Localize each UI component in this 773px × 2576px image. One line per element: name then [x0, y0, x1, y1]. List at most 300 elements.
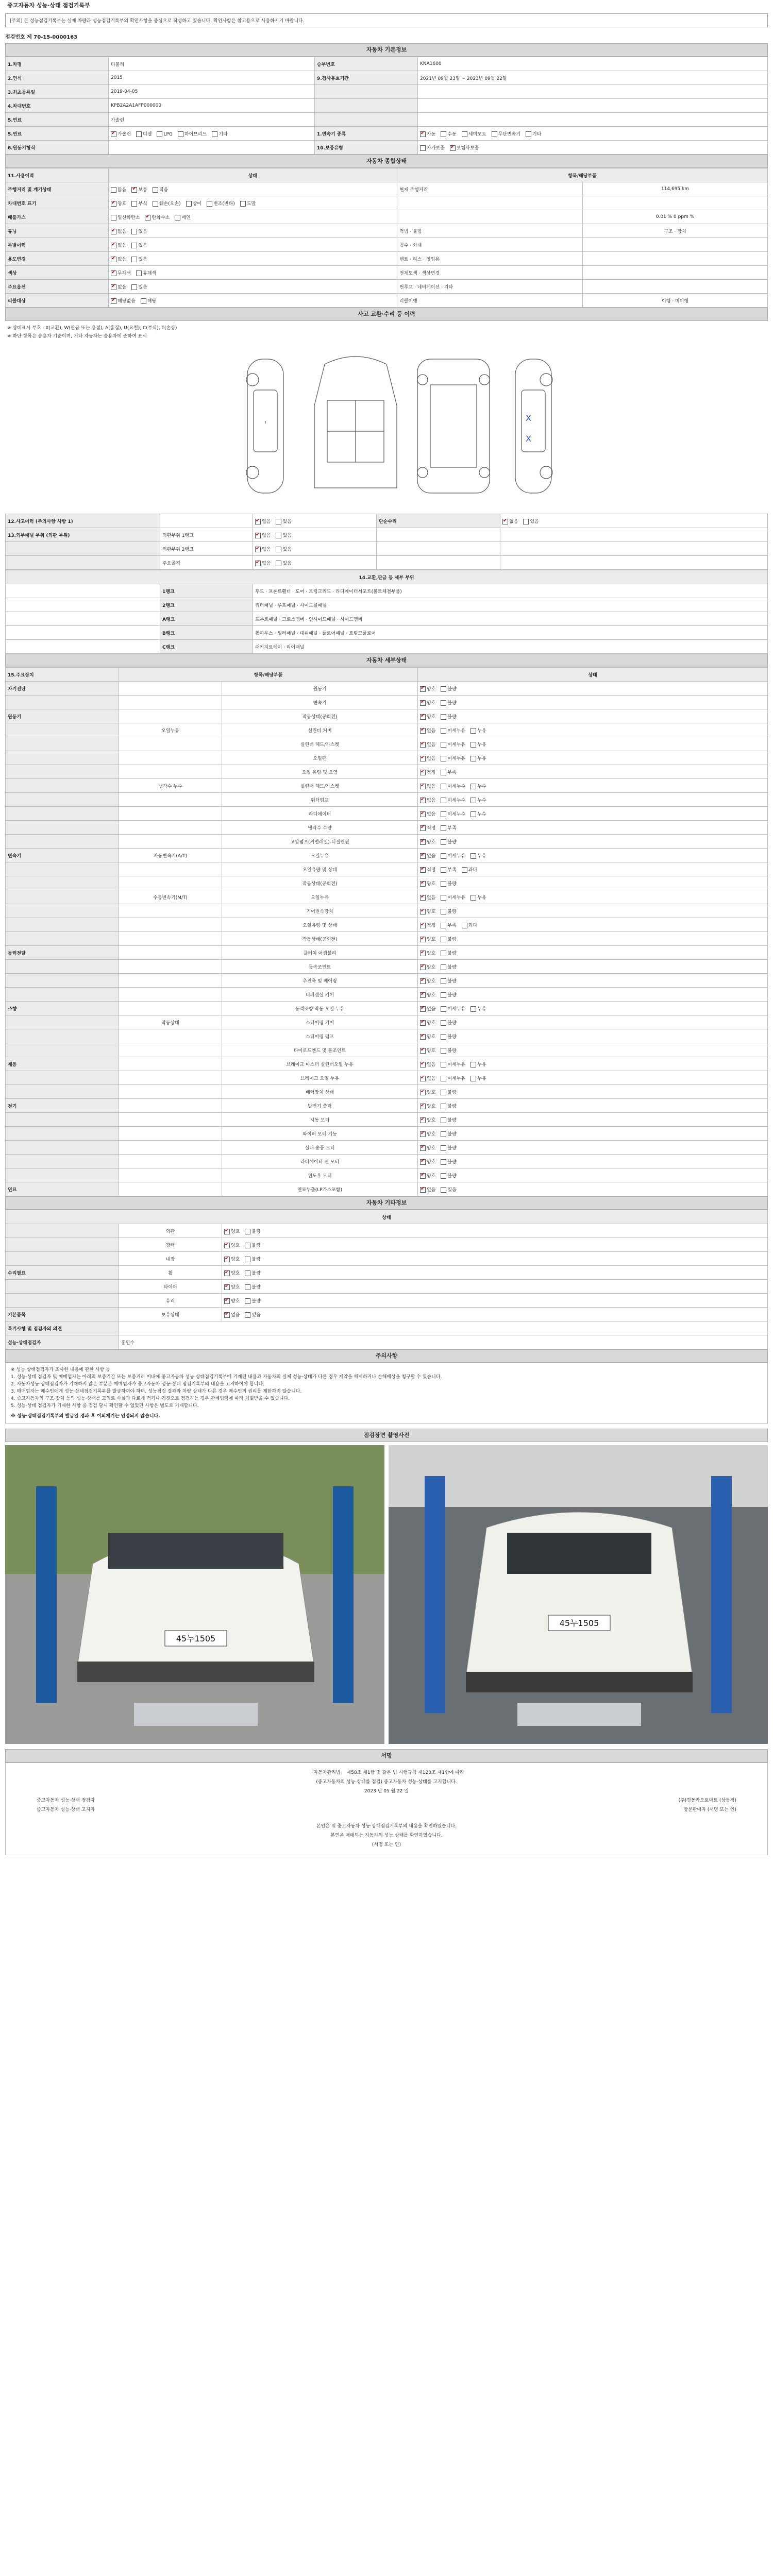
- other-foot-value: [119, 1321, 768, 1335]
- checkbox[interactable]: [420, 853, 426, 859]
- option-label: 양호: [427, 937, 436, 942]
- checkbox[interactable]: [276, 561, 281, 566]
- checkbox[interactable]: [441, 839, 446, 845]
- option-label: 양호: [427, 992, 436, 998]
- checkbox[interactable]: [245, 1229, 250, 1234]
- checkbox[interactable]: [178, 131, 183, 137]
- checkbox[interactable]: [470, 811, 476, 817]
- checkbox[interactable]: [111, 257, 116, 262]
- option: [523, 519, 539, 524]
- checkbox[interactable]: [255, 519, 261, 524]
- checkbox[interactable]: [111, 243, 116, 248]
- checkbox[interactable]: [245, 1243, 250, 1248]
- checkbox[interactable]: [420, 1006, 426, 1012]
- checkbox[interactable]: [441, 1187, 446, 1193]
- checkbox[interactable]: [255, 561, 261, 566]
- option-label: 해당: [147, 298, 157, 304]
- option: [276, 533, 291, 538]
- checkbox[interactable]: [441, 1173, 446, 1179]
- checkbox[interactable]: [420, 867, 426, 873]
- detail-item: 작동상태(공회전): [222, 876, 418, 890]
- checkbox[interactable]: [441, 1062, 446, 1067]
- overall-item: 색상: [6, 266, 109, 280]
- detail-group: 연료: [6, 1182, 119, 1196]
- option: [420, 826, 435, 831]
- checkbox[interactable]: [441, 1034, 446, 1040]
- checkbox[interactable]: [526, 131, 531, 137]
- detail-item: 라디에이터: [222, 807, 418, 821]
- detail-options: [418, 779, 768, 793]
- checkbox[interactable]: [420, 895, 426, 901]
- checkbox[interactable]: [502, 519, 508, 524]
- checkbox[interactable]: [111, 201, 116, 207]
- checkbox[interactable]: [420, 909, 426, 914]
- option: [420, 882, 435, 887]
- option-label: 양호: [231, 1298, 240, 1304]
- detail-options: [418, 988, 768, 1002]
- option-label: 양호: [427, 951, 436, 956]
- option-label: 불량: [251, 1284, 261, 1290]
- checkbox[interactable]: [157, 131, 162, 137]
- option: [420, 1118, 435, 1123]
- checkbox[interactable]: [462, 131, 467, 137]
- checkbox[interactable]: [441, 1048, 446, 1054]
- other-item: 보유상태: [119, 1308, 222, 1321]
- checkbox[interactable]: [131, 229, 137, 234]
- checkbox[interactable]: [441, 923, 446, 928]
- notice-item: 4. 중고자동차의 구조·장치 등의 성능·상태를 고의로 사실과 다르게 적거나 거짓으로 점검하는 경우 관계법령에 따라 처벌받을 수 있습니다.: [11, 1396, 290, 1401]
- checkbox[interactable]: [245, 1312, 250, 1318]
- car-underbody-view: [417, 359, 490, 493]
- checkbox[interactable]: [111, 229, 116, 234]
- detail-row: [6, 974, 768, 988]
- detail-group: 변속기: [6, 849, 119, 862]
- accident-label: [6, 542, 160, 556]
- option-label: 누수: [477, 798, 486, 803]
- checkbox[interactable]: [441, 742, 446, 748]
- checkbox[interactable]: [131, 284, 137, 290]
- option-label: 불량: [447, 1159, 457, 1165]
- checkbox[interactable]: [523, 519, 529, 524]
- option-label: 가솔린: [117, 131, 131, 137]
- option: [276, 519, 291, 524]
- checkbox[interactable]: [441, 895, 446, 901]
- detail-row: [6, 946, 768, 960]
- checkbox[interactable]: [420, 1034, 426, 1040]
- checkbox[interactable]: [441, 756, 446, 761]
- detail-row: [6, 1168, 768, 1182]
- option: [441, 798, 465, 803]
- checkbox[interactable]: [420, 1187, 426, 1193]
- checkbox[interactable]: [420, 714, 426, 720]
- detail-sub: [119, 737, 222, 751]
- checkbox[interactable]: [441, 937, 446, 942]
- sign-buyer: (서명 또는 인): [372, 1842, 401, 1848]
- checkbox[interactable]: [420, 1104, 426, 1109]
- overall-value: [583, 238, 768, 252]
- checkbox[interactable]: [276, 547, 281, 552]
- checkbox[interactable]: [441, 951, 446, 956]
- checkbox[interactable]: [420, 1159, 426, 1165]
- checkbox[interactable]: [207, 201, 212, 207]
- checkbox[interactable]: [420, 951, 426, 956]
- checkbox[interactable]: [245, 1257, 250, 1262]
- option-label: 양호: [427, 978, 436, 984]
- detail-options: [418, 1029, 768, 1043]
- checkbox[interactable]: [420, 923, 426, 928]
- checkbox[interactable]: [420, 770, 426, 775]
- sign-who-2: 중고자동차 성능·상태 고지자: [37, 1807, 95, 1812]
- checkbox[interactable]: [470, 798, 476, 803]
- detail-item: 브레이크 오일 누유: [222, 1071, 418, 1085]
- checkbox[interactable]: [441, 770, 446, 775]
- option: [420, 937, 435, 942]
- option-label: 없음: [117, 284, 127, 290]
- checkbox[interactable]: [420, 992, 426, 998]
- plate-rear: 45누1505: [559, 1618, 599, 1628]
- overall-row: [6, 280, 768, 294]
- overall-options: [109, 294, 397, 308]
- option: [255, 519, 271, 524]
- option: [255, 533, 271, 538]
- checkbox[interactable]: [224, 1257, 230, 1262]
- notice-item: ※ 성능·상태점검자가 조사한 내용에 관한 사항 등: [11, 1367, 110, 1372]
- panel-empty: [6, 584, 160, 598]
- checkbox[interactable]: [420, 1020, 426, 1026]
- other-options: [222, 1238, 768, 1252]
- detail-options: [418, 751, 768, 765]
- detail-options: [418, 807, 768, 821]
- checkbox[interactable]: [462, 867, 467, 873]
- accident-empty: [500, 528, 768, 542]
- detail-options: [418, 1071, 768, 1085]
- checkbox[interactable]: [420, 1173, 426, 1179]
- checkbox[interactable]: [111, 270, 116, 276]
- accident-label: 13.외부패널 부위 (외판 부위): [6, 528, 160, 542]
- detail-options: [418, 723, 768, 737]
- checkbox[interactable]: [420, 964, 426, 970]
- checkbox[interactable]: [441, 728, 446, 734]
- checkbox[interactable]: [420, 756, 426, 761]
- overall-item: 튜닝: [6, 224, 109, 238]
- detail-options: [418, 1015, 768, 1029]
- checkbox[interactable]: [420, 784, 426, 789]
- basic-value-2: [418, 85, 768, 99]
- option: [470, 812, 486, 817]
- detail-options: [418, 696, 768, 709]
- option: [420, 1146, 435, 1151]
- option: [441, 1062, 465, 1067]
- checkbox[interactable]: [441, 714, 446, 720]
- checkbox[interactable]: [224, 1229, 230, 1234]
- option-label: 미세누유: [447, 1006, 466, 1012]
- detail-sub: [119, 1029, 222, 1043]
- checkbox[interactable]: [131, 187, 137, 193]
- checkbox[interactable]: [441, 978, 446, 984]
- car-right-side-view: [515, 359, 552, 493]
- checkbox[interactable]: [420, 700, 426, 706]
- checkbox[interactable]: [245, 1270, 250, 1276]
- option-label: 양호: [231, 1229, 240, 1234]
- option-label: 양호: [427, 1104, 436, 1109]
- checkbox[interactable]: [175, 215, 180, 221]
- checkbox[interactable]: [111, 187, 116, 193]
- basic-row: [6, 113, 768, 127]
- checkbox[interactable]: [131, 243, 137, 248]
- overall-row: [6, 238, 768, 252]
- option-label: 없음: [427, 895, 436, 901]
- checkbox[interactable]: [245, 1298, 250, 1304]
- option: [224, 1257, 240, 1262]
- checkbox[interactable]: [462, 923, 467, 928]
- option: [470, 798, 486, 803]
- photo-front-image: [5, 1445, 384, 1744]
- detail-item: 기어변속장치: [222, 904, 418, 918]
- checkbox[interactable]: [441, 686, 446, 692]
- option: [470, 756, 486, 761]
- checkbox[interactable]: [111, 131, 116, 137]
- option-label: 불량: [447, 964, 457, 970]
- checkbox[interactable]: [224, 1284, 230, 1290]
- checkbox[interactable]: [441, 909, 446, 914]
- checkbox[interactable]: [420, 937, 426, 942]
- checkbox[interactable]: [441, 1076, 446, 1081]
- option: [420, 812, 435, 817]
- detail-row: [6, 1029, 768, 1043]
- checkbox[interactable]: [470, 784, 476, 789]
- checkbox[interactable]: [212, 131, 217, 137]
- checkbox[interactable]: [441, 811, 446, 817]
- option-label: 없음: [427, 798, 436, 803]
- checkbox[interactable]: [420, 686, 426, 692]
- checkbox[interactable]: [450, 145, 456, 151]
- option: [245, 1243, 260, 1248]
- accident-sub: 주요골격: [160, 556, 253, 570]
- detail-options: [418, 876, 768, 890]
- checkbox[interactable]: [240, 201, 246, 207]
- detail-row: [6, 682, 768, 696]
- checkbox[interactable]: [276, 533, 281, 538]
- checkbox[interactable]: [441, 798, 446, 803]
- checkbox[interactable]: [441, 1131, 446, 1137]
- checkbox[interactable]: [441, 1020, 446, 1026]
- panel-items: 쿼터패널 · 루프패널 · 사이드실패널: [253, 598, 768, 612]
- checkbox[interactable]: [441, 1090, 446, 1095]
- option: [175, 215, 190, 221]
- checkbox[interactable]: [441, 700, 446, 706]
- checkbox[interactable]: [420, 145, 426, 151]
- other-foot-label: 성능·상태점검자: [6, 1335, 119, 1349]
- option-label: 양호: [427, 909, 436, 914]
- checkbox[interactable]: [420, 978, 426, 984]
- option: [441, 1104, 456, 1109]
- option-label: 양호: [231, 1243, 240, 1248]
- option: [131, 229, 147, 234]
- option-label: 하이브리드: [184, 131, 207, 137]
- overall-note: 침수 · 화재: [397, 238, 583, 252]
- checkbox[interactable]: [276, 519, 281, 524]
- option: [441, 895, 465, 901]
- section-sign: 서명: [5, 1749, 768, 1762]
- checkbox[interactable]: [131, 201, 137, 207]
- checkbox[interactable]: [441, 992, 446, 998]
- detail-row: [6, 1057, 768, 1071]
- checkbox[interactable]: [186, 201, 192, 207]
- detail-col-2: 항목/해당부품: [119, 668, 418, 682]
- mission-label: 1.변속기 종류: [315, 127, 418, 141]
- checkbox[interactable]: [420, 1131, 426, 1137]
- option-label: 없음: [427, 1187, 436, 1193]
- checkbox[interactable]: [131, 257, 137, 262]
- panel-title: 14.교환,판금 등 세부 부위: [6, 570, 768, 584]
- option-label: 상이: [192, 201, 201, 207]
- option: [441, 701, 456, 706]
- checkbox[interactable]: [420, 839, 426, 845]
- option-label: 누유: [477, 756, 486, 761]
- checkbox[interactable]: [441, 825, 446, 831]
- checkbox[interactable]: [420, 1090, 426, 1095]
- checkbox[interactable]: [420, 1076, 426, 1081]
- option-label: 없음: [427, 1062, 436, 1067]
- option-label: 불량: [447, 1104, 457, 1109]
- checkbox[interactable]: [141, 298, 146, 304]
- checkbox[interactable]: [153, 187, 158, 193]
- detail-options: [418, 974, 768, 988]
- checkbox[interactable]: [470, 895, 476, 901]
- checkbox[interactable]: [470, 1006, 476, 1012]
- detail-row: [6, 849, 768, 862]
- checkbox[interactable]: [441, 131, 446, 137]
- overall-item: 특별이력: [6, 238, 109, 252]
- option: [276, 547, 291, 552]
- detail-item: 실내 송풍 모터: [222, 1141, 418, 1155]
- checkbox[interactable]: [470, 853, 476, 859]
- checkbox[interactable]: [224, 1243, 230, 1248]
- checkbox[interactable]: [420, 798, 426, 803]
- other-row: [6, 1266, 768, 1280]
- option: [441, 728, 465, 734]
- panel-empty: [6, 598, 160, 612]
- basic-row: [6, 85, 768, 99]
- detail-sub: [119, 1099, 222, 1113]
- checkbox[interactable]: [255, 533, 261, 538]
- option: [441, 687, 456, 692]
- checkbox[interactable]: [136, 131, 142, 137]
- option: [441, 840, 456, 845]
- detail-row: [6, 918, 768, 932]
- overall-note: [397, 196, 583, 210]
- checkbox[interactable]: [420, 1117, 426, 1123]
- overall-note: 렌트 · 리스 · 영업용: [397, 252, 583, 266]
- checkbox[interactable]: [136, 270, 142, 276]
- option: [420, 965, 435, 970]
- option-label: 있음: [251, 1312, 261, 1318]
- checkbox[interactable]: [470, 1076, 476, 1081]
- option-label: 불량: [447, 686, 457, 692]
- checkbox[interactable]: [441, 784, 446, 789]
- checkbox[interactable]: [441, 1145, 446, 1151]
- option: [526, 132, 541, 137]
- checkbox[interactable]: [420, 881, 426, 887]
- detail-options: [418, 960, 768, 974]
- option-label: 탄화수소: [152, 215, 170, 221]
- detail-item: 오일누유: [222, 890, 418, 904]
- photo-rear-image: [389, 1445, 768, 1744]
- checkbox[interactable]: [441, 1006, 446, 1012]
- detail-item: 동력조향 작동 오일 누유: [222, 1002, 418, 1015]
- detail-row: [6, 737, 768, 751]
- option: [470, 854, 486, 859]
- option: [245, 1257, 260, 1262]
- checkbox[interactable]: [470, 742, 476, 748]
- checkbox[interactable]: [111, 215, 116, 221]
- checkbox[interactable]: [420, 728, 426, 734]
- sign-line-1: 「자동차관리법」 제58조 제1항 및 같은 법 시행규칙 제120조 제1항에 따라: [309, 1770, 464, 1775]
- checkbox[interactable]: [441, 1159, 446, 1165]
- option-label: 양호: [231, 1257, 240, 1262]
- checkbox[interactable]: [420, 811, 426, 817]
- option-label: 있음: [282, 519, 292, 524]
- option-label: 없음: [427, 742, 436, 748]
- section-basic-info: 자동차 기본정보: [5, 43, 768, 57]
- panel-row: [6, 626, 768, 640]
- checkbox[interactable]: [145, 215, 150, 221]
- checkbox[interactable]: [441, 1117, 446, 1123]
- checkbox[interactable]: [441, 853, 446, 859]
- option: [470, 728, 486, 734]
- detail-row: [6, 1141, 768, 1155]
- basic-label-2: [315, 85, 418, 99]
- checkbox[interactable]: [111, 298, 116, 304]
- option: [420, 1076, 435, 1081]
- section-photo: 점검장면 촬영사진: [5, 1429, 768, 1442]
- option: [420, 854, 435, 859]
- option-label: 무채색: [117, 270, 131, 276]
- option: [420, 1021, 435, 1026]
- checkbox[interactable]: [255, 547, 261, 552]
- checkbox[interactable]: [224, 1270, 230, 1276]
- checkbox[interactable]: [470, 756, 476, 761]
- checkbox[interactable]: [224, 1298, 230, 1304]
- checkbox[interactable]: [420, 1062, 426, 1067]
- checkbox[interactable]: [441, 867, 446, 873]
- checkbox[interactable]: [492, 131, 497, 137]
- checkbox[interactable]: [470, 728, 476, 734]
- checkbox[interactable]: [224, 1312, 230, 1318]
- checkbox[interactable]: [420, 1048, 426, 1054]
- checkbox[interactable]: [441, 964, 446, 970]
- option-label: 있음: [138, 229, 147, 234]
- checkbox[interactable]: [441, 881, 446, 887]
- checkbox[interactable]: [420, 825, 426, 831]
- mark-x-1: X: [526, 413, 531, 423]
- checkbox[interactable]: [441, 1104, 446, 1109]
- checkbox[interactable]: [111, 284, 116, 290]
- checkbox[interactable]: [153, 201, 158, 207]
- panel-rank: A랭크: [160, 612, 253, 626]
- option-label: 적음: [159, 187, 169, 193]
- checkbox[interactable]: [245, 1284, 250, 1290]
- option-label: 있음: [282, 561, 292, 566]
- checkbox[interactable]: [420, 131, 426, 137]
- option-label: 불량: [447, 1131, 457, 1137]
- checkbox[interactable]: [470, 1062, 476, 1067]
- checkbox[interactable]: [420, 1145, 426, 1151]
- option-label: 미세누수: [447, 798, 466, 803]
- checkbox[interactable]: [420, 742, 426, 748]
- option-label: 보통: [138, 187, 147, 193]
- overall-options: [109, 182, 397, 196]
